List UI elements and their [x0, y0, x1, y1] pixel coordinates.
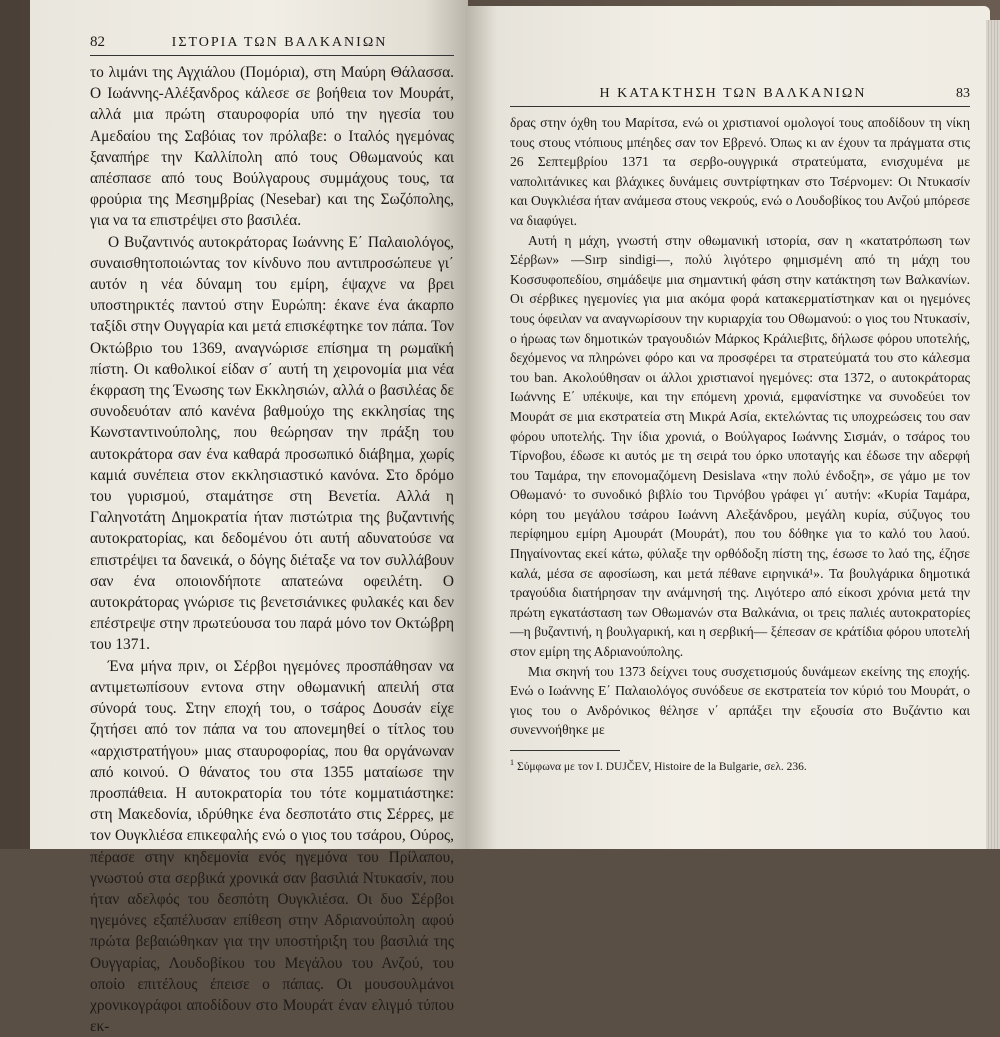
- page-edges: [986, 20, 1000, 849]
- left-page-text: [90, 62, 454, 1037]
- right-page-number: 83: [956, 86, 970, 101]
- right-running-head: Η ΚΑΤΑΚΤΗΣΗ ΤΩΝ ΒΑΛΚΑΝΙΩΝ: [599, 86, 867, 101]
- footnote-number: 1: [510, 758, 514, 767]
- paragraph: Αυτή η μάχη, γνωστή στην οθωμανική ιστορία, σαν η «κατατρόπωση των Σέρβων» —Sırp sindigi—, πολύ λιγότερο φημισμένη από τη μάχη του Κοσσυφοπεδίου, σημάδεψε μια σημαντική φάση στην κατάκτηση των Βαλκανίων. Οι σέρβικες ηγεμονίες για μια ακόμα φορά κατακερματίστηκαν και οι ηγεμόνες τους όφειλαν να αναγνωρίσουν την κυριαρχία του Οθωμανού: ο γιος του Ντυκασίν, ο ήρωας των δημοτικών τραγουδιών Μάρκος Κράλιεβιτς, δήλωσε φόρου υποτελής, δεχόμενος να πληρώνει φόρο και να προσφέρει τα στρατεύματά του στο κάλεσμα του ban. Ακολούθησαν οι άλλοι χριστιανοί ηγεμόνες: στα 1372, ο αυτοκράτορας Ιωάννης Ε΄ υπέκυψε, και την επόμενη χρονιά, εμφανίστηκε να συνοδεύει τον Μουράτ σε μια εκστρατεία στη Μικρά Ασία, εκτελώντας τις υποχρεώσεις του σαν φόρου υποτελής. Την ίδια χρονιά, ο Βούλγαρος Ιωάννης Σισμάν, ο τσάρος του Τίρνοβου, έδωσε κι αυτός με τη σειρά του όρκο υποταγής και έδωσε την αδερφή του Ταμάρα, την επονομαζόμενη Desislava «την πολύ ένδοξη», σε γάμο με τον Οθωμανό· το συνοδικό βιβλίο του Τιρνόβου γράφει γι΄ αυτήν: «Κυρία Ταμάρα, κόρη του μεγάλου τσάρου Ιωάννη Αλεξάνδρου, μεγάλη κυρία, σύζυγος του περίφημου εμίρη Αμουράτ (Μουράτ), που του δόθηκε για το καλό του λαού. Πηγαίνοντας εκεί κάτω, φύλαξε την ορθόδοξη πίστη της, έσωσε το λαό της, έζησε καλά, μέσα σε αφοσίωση, και μετά πέθανε ειρηνικά¹». Τα βουλγάρικα δημοτικά τραγούδια διατήρησαν την ανάμνησή της. Λιγότερο από είκοσι χρόνια μετά την πρώτη εγκατάσταση των Οθωμανών στα Βαλκάνια, οι τρεις παλιές αυτοκρατορίες —η βυζαντινή, η βουλγαρική, και η σερβική— ξέπεσαν σε κράτίδια φόρου υποτελή στον εμίρη της Αδριανούπολης.: [510, 232, 970, 660]
- paragraph: το λιμάνι της Αγχιάλου (Πομόρια), στη Μαύρη Θάλασσα. Ο Ιωάννης-Αλέξανδρος κάλεσε σε βοήθεια τον Μουράτ, αλλά μια πρώτη σταυροφορία υπό την ηγεσία του Αμεδαίου της Σαβόιας τον πρόλαβε: ο Ιταλός ηγεμόνας ξαναπήρε την Καλλίπολη από τους Οθωμανούς και απέσπασε από τους Βούλγαρους συμμάχους τους, τα φρούρια της Μεσημβρίας (Nesebar) και της Σωζόπολης, για να τα επιστρέψει στο βασιλέα.: [90, 64, 454, 230]
- right-page-header: [510, 86, 970, 107]
- footnote: [510, 755, 970, 775]
- left-page-number: 82: [90, 34, 105, 50]
- paragraph: Ένα μήνα πριν, οι Σέρβοι ηγεμόνες προσπάθησαν να αντιμετωπίσουν εντονα στην οθωμανική απειλή στα σύνορά τους. Στην εποχή του, ο τσάρος Δουσάν είχε ζητήσει από τον πάπα να του απονεμηθεί ο τίτλος του «αρχιστρατήγου» μιας σταυροφορίας, που θα οργάνωναν από κοινού. Ο θάνατος του στα 1355 ματαίωσε την προσπάθεια. Η αυτοκρατορία του τότε κομματιάστηκε: στη Μακεδονία, ιδρύθηκε ένα δεσποτάτο στις Σέρρες, με τον Ουγκλιέσα επικεφαλής ενώ ο γιος του τσάρου, Ούρος, πέρασε στην κηδεμονία ενός ηγεμόνα του Πρίλαπου, γνωστού στα σερβικά χρονικά σαν βασιλιά Ντυκασίν, που ήταν αδελφός του δεσπότη Ουγκλιέσα. Οι δυο Σέρβοι ηγεμόνες εξαπέλυσαν επίθεση στην Αδριανούπολη αφού πρώτα βεβαιώθηκαν για την υποστήριξη του βασιλιά της Ουγγαρίας, Λουδοβίκου του Μεγάλου του Ανζού, του οποίο επιτέλους έπεισε ο πάπας. Οι μουσουλμάνοι χρονικογράφοι αποδίδουν στο Μουράτ έναν ελιγμό τύπου εκ-: [90, 657, 454, 1036]
- left-page: [30, 0, 468, 1036]
- paragraph: δρας στην όχθη του Μαρίτσα, ενώ οι χριστιανοί ομολογοί τους αποδίδουν τη νίκη τους στους ντόπιους μπέηδες σαν τον Εβρενό. Όπως κι αν έχουν τα πράγματα στις 26 Σεπτεμβρίου 1371 τα σερβο-ουγγρικά στρατεύματα, ενισχυμένα με ναπολιτάνικες και βλάχικες δυνάμεις συντρίφτηκαν στο Τσέρνομεν: Οι Ντυκασίν και Ουγκλιέσα ήταν ανάμεσα στους νεκρούς, ενώ ο Λουδοβίκος του Ανζού μπόρεσε να διαφύγει.: [510, 115, 970, 228]
- right-page: [466, 6, 990, 849]
- footnote-text: Σύμφωνα με τον Ι. DUJČEV, Histoire de la Bulgarie, σελ. 236.: [517, 760, 807, 773]
- paragraph: Ο Βυζαντινός αυτοκράτορας Ιωάννης Ε΄ Παλαιολόγος, συναισθητοποιώντας τον κίνδυνο που αντιπροσώπευε γι΄ αυτόν η νέα δύναμη του εμίρη, έψαχνε να βρει υποστηρικτές παντού στην Ευρώπη: έκανε ένα άκαρπο ταξίδι στην Ουγγαρία και μετά επισκέφτηκε τον πάπα. Τον Οκτώβριο του 1369, αναγνώρισε επίσημα τη ρωμαϊκή πίστη. Οι καθολικοί είδαν σ΄ αυτή τη χειρονομία μια νέα έκφραση της Ένωσης των Εκκλησιών, αλλά ο βασιλέας δε συνοδευόταν από κανένα βαθμούχο της εκκλησίας της Κωνσταντινούπολης, που θεώρησαν την πράξη του αυτοκράτορα σαν ένα καθαρά προσωπικό διάβημα, χωρίς καμιά συνέπεια στον εκκλησιαστικό κανόνα. Στο δρόμο του γυρισμού, σταμάτησε στη Βενετία. Αλλά η Γαληνοτάτη Δημοκρατία ήταν πιστώτρια της βυζαντινής αυτοκρατορίας, και δεδομένου ότι αυτή αδυνατούσε να επιστρέψει τα δανεικά, ο δόγης διέταξε να τον συλλάβουν σαν ένα οποιονδήποτε απατεώνα οφειλέτη. Ο αυτοκράτορας γνώρισε τις βενετσιάνικες φυλακές και δεν επέστρεψε στην πρωτεύουσα του παρά μόνο τον Οκτώβρη του 1371.: [90, 233, 454, 654]
- left-page-header: [90, 34, 454, 56]
- right-page-text: [510, 113, 970, 740]
- footnote-divider: [510, 750, 620, 751]
- paragraph: Μια σκηνή του 1373 δείχνει τους συσχετισμούς δυνάμεων εκείνης της εποχής. Ενώ ο Ιωάννης Ε΄ Παλαιολόγος συνόδευε σε εκστρατεία τον κύριό του Μουράτ, ο γιος του ο Ανδρόνικος θέλησε ν΄ αρπάξει την εξουσία στο Βυζάντιο και συνεννοήθηκε με: [510, 663, 970, 738]
- left-running-head: ΙΣΤΟΡΙΑ ΤΩΝ ΒΑΛΚΑΝΙΩΝ: [171, 35, 388, 50]
